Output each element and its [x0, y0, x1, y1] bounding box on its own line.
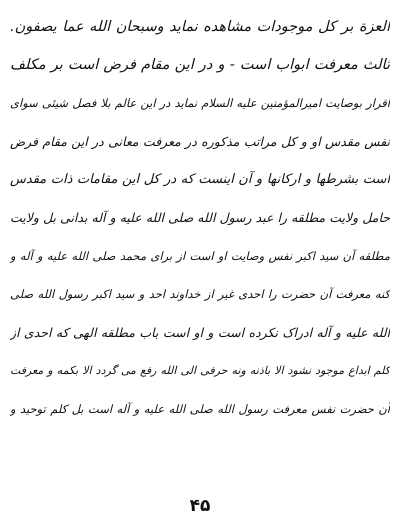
text-line-9: الله علیه و آله ادراک نکرده است و او است باب مطلقه الهی که احدی از: [10, 324, 390, 340]
text-line-4: نفس مقدس او و کل مراتب مذکوره در معرفت معانی در این مقام فرض: [10, 133, 390, 149]
text-line-1: العزة بر کل موجودات مشاهده نماید وسبحان الله عما یصفون.: [10, 19, 390, 35]
page-number: ۴۵: [189, 496, 211, 516]
text-line-7: مطلقه آن سید اکبر نفس وصایت او است از برای محمد صلی الله علیه و آله و: [10, 249, 390, 264]
body-text: [10, 12, 390, 432]
text-line-2: ثالث معرفت ابواب است - و در این مقام فرض است بر مکلف: [10, 57, 390, 74]
text-line-8: کنه معرفت آن حضرت را احدی غیر از خداوند احد و سید اکبر رسول الله صلی: [10, 287, 390, 302]
text-line-5: است بشرطها و ارکانها و آن اینست که در کل این مقامات ذات مقدس: [10, 171, 390, 187]
text-line-3: اقرار بوصایت امیرالمؤمنین علیه السلام نماید در این عالم بلا فصل شیئی سوای: [10, 96, 390, 111]
text-line-10: کلم ابداع موجود نشود الا باذنه ونه حرفی الی الله رفع می گردد الا بکمه و معرفت: [10, 363, 390, 377]
text-line-11: آن حضرت نفس معرفت رسول الله صلی الله علیه و آله است بل کلم توحید و: [10, 401, 390, 416]
text-line-6: حامل ولایت مطلقه را عبد رسول الله صلی الله علیه و آله بدانی بل ولایت: [10, 209, 390, 225]
